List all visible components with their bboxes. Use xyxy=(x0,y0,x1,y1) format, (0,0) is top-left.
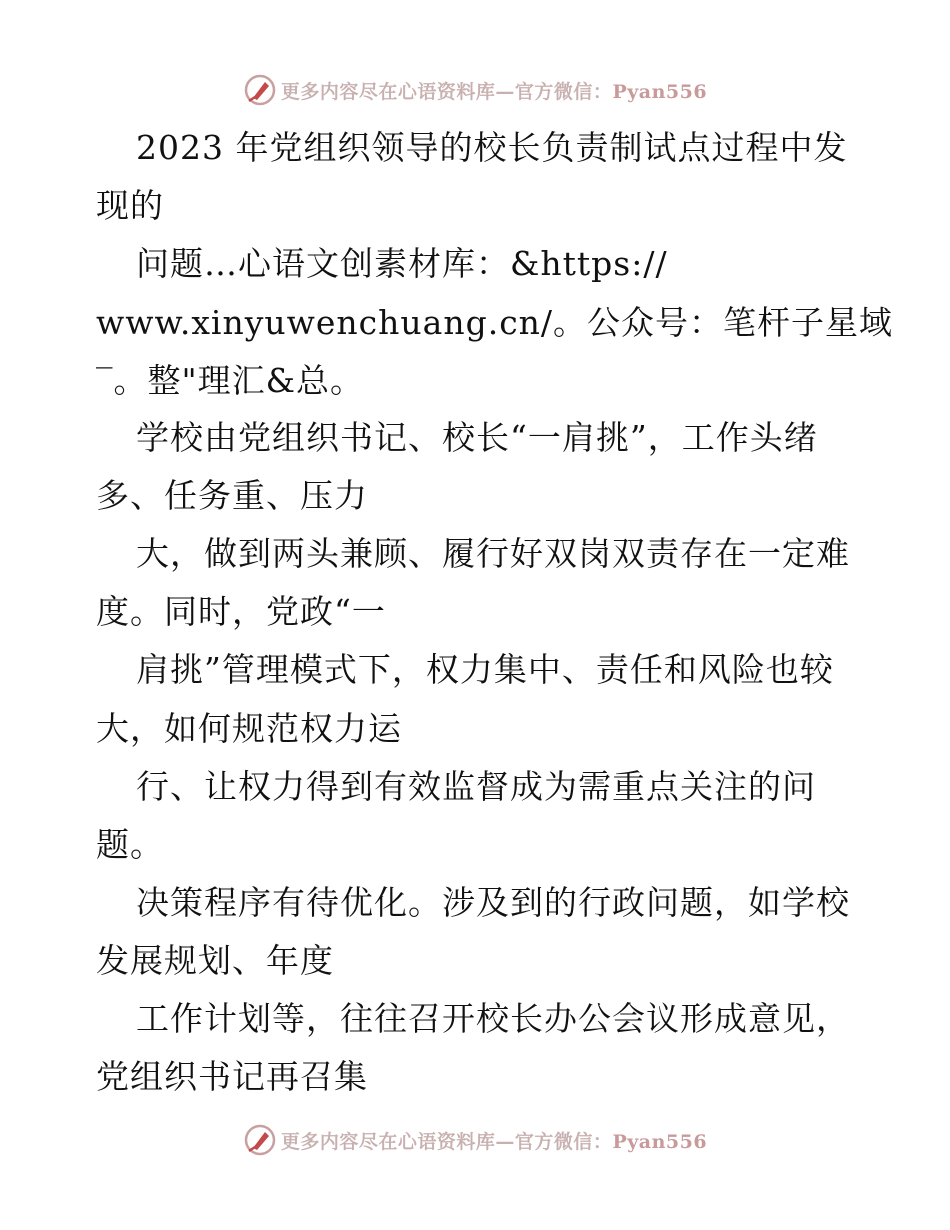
header-watermark xyxy=(0,70,950,110)
text-line: 2023 年党组织领导的校长负责制试点过程中发 xyxy=(136,128,848,167)
text-line: 工作计划等，往往召开校长办公会议形成意见， xyxy=(136,999,850,1038)
text-line: 大，做到两头兼顾、履行好双岗双责存在一定难 xyxy=(136,534,850,573)
footer-watermark xyxy=(0,1120,950,1160)
text-line: 决策程序有待优化。涉及到的行政问题，如学校 xyxy=(136,883,850,922)
watermark-text: 更多内容尽在心语资料库—官方微信：Pyan556 xyxy=(280,1130,708,1153)
pen-nib-logo-icon xyxy=(243,1123,277,1157)
text-line: 大，如何规范权力运 xyxy=(96,709,402,748)
text-line: 现的 xyxy=(96,186,164,225)
text-line: 问题…心语文创素材库：&https:// xyxy=(136,244,668,283)
text-line: 行、让权力得到有效监督成为需重点关注的问 xyxy=(136,767,816,806)
watermark-text: 更多内容尽在心语资料库—官方微信：Pyan556 xyxy=(280,80,708,103)
text-line: 题。 xyxy=(96,825,164,864)
text-line: www.xinyuwenchuang.cn/。公众号：笔杆子星域 xyxy=(96,303,894,342)
text-line: 党组织书记再召集 xyxy=(96,1057,368,1096)
text-line: 肩挑”管理模式下，权力集中、责任和风险也较 xyxy=(136,650,834,689)
text-line: 多、任务重、压力 xyxy=(96,476,368,515)
text-line: 发展规划、年度 xyxy=(96,941,334,980)
pen-nib-logo-icon xyxy=(243,73,277,107)
text-line: 度。同时，党政“一 xyxy=(96,592,386,631)
text-line: 学校由党组织书记、校长“一肩挑”，工作头绪 xyxy=(136,418,818,457)
text-line: ‾。整"理汇&总。 xyxy=(96,361,365,400)
